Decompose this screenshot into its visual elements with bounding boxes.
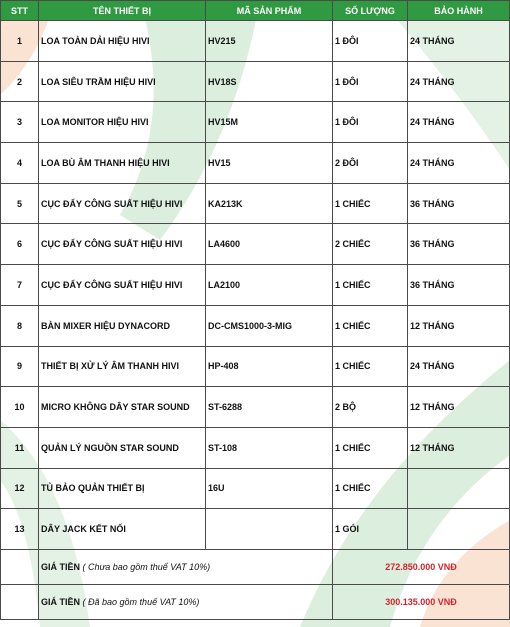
row-number: 7 (1, 265, 39, 306)
warranty: 24 THÁNG (408, 21, 510, 62)
device-name: LOA TOÀN DẢI HIỆU HIVI (39, 21, 206, 62)
table-row (1, 468, 510, 509)
device-name: BÀN MIXER HIỆU DYNACORD (39, 305, 206, 346)
total-spacer (1, 584, 39, 619)
header-stt: STT (1, 1, 39, 21)
row-number: 11 (1, 427, 39, 468)
table-row (1, 387, 510, 428)
row-number: 4 (1, 143, 39, 184)
row-number: 5 (1, 183, 39, 224)
warranty: 12 THÁNG (408, 387, 510, 428)
total-row-incl-vat (1, 584, 510, 619)
product-code: LA4600 (206, 224, 333, 265)
warranty: 24 THÁNG (408, 61, 510, 102)
quantity: 1 CHIẾC (333, 305, 408, 346)
header-product-code: MÃ SẢN PHẨM (206, 1, 333, 21)
product-code: DC-CMS1000-3-MIG (206, 305, 333, 346)
device-name: LOA MONITOR HIỆU HIVI (39, 102, 206, 143)
quantity: 1 CHIẾC (333, 265, 408, 306)
warranty: 24 THÁNG (408, 143, 510, 184)
device-name: LOA SIÊU TRẦM HIỆU HIVI (39, 61, 206, 102)
table-row (1, 143, 510, 184)
table-row (1, 509, 510, 550)
quantity: 1 ĐÔI (333, 61, 408, 102)
warranty: 36 THÁNG (408, 265, 510, 306)
quantity: 1 CHIẾC (333, 468, 408, 509)
table-row (1, 61, 510, 102)
row-number: 9 (1, 346, 39, 387)
table-header (1, 1, 510, 21)
product-code: HV215 (206, 21, 333, 62)
product-code: HV18S (206, 61, 333, 102)
product-code: HV15 (206, 143, 333, 184)
product-code: HV15M (206, 102, 333, 143)
totals-section (1, 549, 510, 619)
quantity: 2 BỘ (333, 387, 408, 428)
product-code: LA2100 (206, 265, 333, 306)
device-name: MICRO KHÔNG DÂY STAR SOUND (39, 387, 206, 428)
row-number: 8 (1, 305, 39, 346)
header-device-name: TÊN THIẾT BỊ (39, 1, 206, 21)
row-number: 1 (1, 21, 39, 62)
product-code: 16U (206, 468, 333, 509)
row-number: 6 (1, 224, 39, 265)
device-name: CỤC ĐẨY CÔNG SUẤT HIỆU HIVI (39, 265, 206, 306)
product-code: ST-6288 (206, 387, 333, 428)
product-code: KA213K (206, 183, 333, 224)
total-spacer (1, 549, 39, 584)
total-row-excl-vat (1, 549, 510, 584)
table-row (1, 102, 510, 143)
warranty (408, 468, 510, 509)
row-number: 13 (1, 509, 39, 550)
quantity: 2 CHIẾC (333, 224, 408, 265)
quantity: 2 ĐÔI (333, 143, 408, 184)
table-row (1, 21, 510, 62)
warranty: 12 THÁNG (408, 305, 510, 346)
device-name: CỤC ĐẨY CÔNG SUẤT HIỆU HIVI (39, 183, 206, 224)
row-number: 10 (1, 387, 39, 428)
total-label-excl-vat: GIÁ TIỀN ( Chưa bao gồm thuế VAT 10%) (39, 549, 333, 584)
vat-note-incl: ( Đã bao gồm thuế VAT 10%) (82, 596, 200, 607)
device-name: TỦ BẢO QUẢN THIẾT BỊ (39, 468, 206, 509)
product-code: HP-408 (206, 346, 333, 387)
quantity: 1 ĐÔI (333, 102, 408, 143)
warranty: 12 THÁNG (408, 427, 510, 468)
product-code (206, 509, 333, 550)
product-code: ST-108 (206, 427, 333, 468)
quantity: 1 CHIẾC (333, 427, 408, 468)
warranty: 24 THÁNG (408, 346, 510, 387)
device-name: DÂY JACK KẾT NỐI (39, 509, 206, 550)
warranty (408, 509, 510, 550)
table-row (1, 183, 510, 224)
warranty: 24 THÁNG (408, 102, 510, 143)
quantity: 1 ĐÔI (333, 21, 408, 62)
quantity: 1 GÓI (333, 509, 408, 550)
quantity: 1 CHIẾC (333, 346, 408, 387)
device-name: THIẾT BỊ XỬ LÝ ÂM THANH HIVI (39, 346, 206, 387)
row-number: 3 (1, 102, 39, 143)
vat-note-excl: ( Chưa bao gồm thuế VAT 10%) (82, 561, 211, 572)
header-warranty: BẢO HÀNH (408, 1, 510, 21)
total-label-incl-vat: GIÁ TIỀN ( Đã bao gồm thuế VAT 10%) (39, 584, 333, 619)
table-row (1, 305, 510, 346)
table-row (1, 265, 510, 306)
row-number: 12 (1, 468, 39, 509)
table-body (1, 21, 510, 550)
warranty: 36 THÁNG (408, 183, 510, 224)
quantity: 1 CHIẾC (333, 183, 408, 224)
row-number: 2 (1, 61, 39, 102)
header-quantity: SỐ LƯỢNG (333, 1, 408, 21)
table-row (1, 346, 510, 387)
price-incl-vat: 300.135.000 VNĐ (333, 584, 510, 619)
table-row (1, 427, 510, 468)
device-name: QUẢN LÝ NGUỒN STAR SOUND (39, 427, 206, 468)
device-name: CỤC ĐẨY CÔNG SUẤT HIỆU HIVI (39, 224, 206, 265)
price-excl-vat: 272.850.000 VNĐ (333, 549, 510, 584)
device-name: LOA BÙ ÂM THANH HIỆU HIVI (39, 143, 206, 184)
table-row (1, 224, 510, 265)
warranty: 36 THÁNG (408, 224, 510, 265)
